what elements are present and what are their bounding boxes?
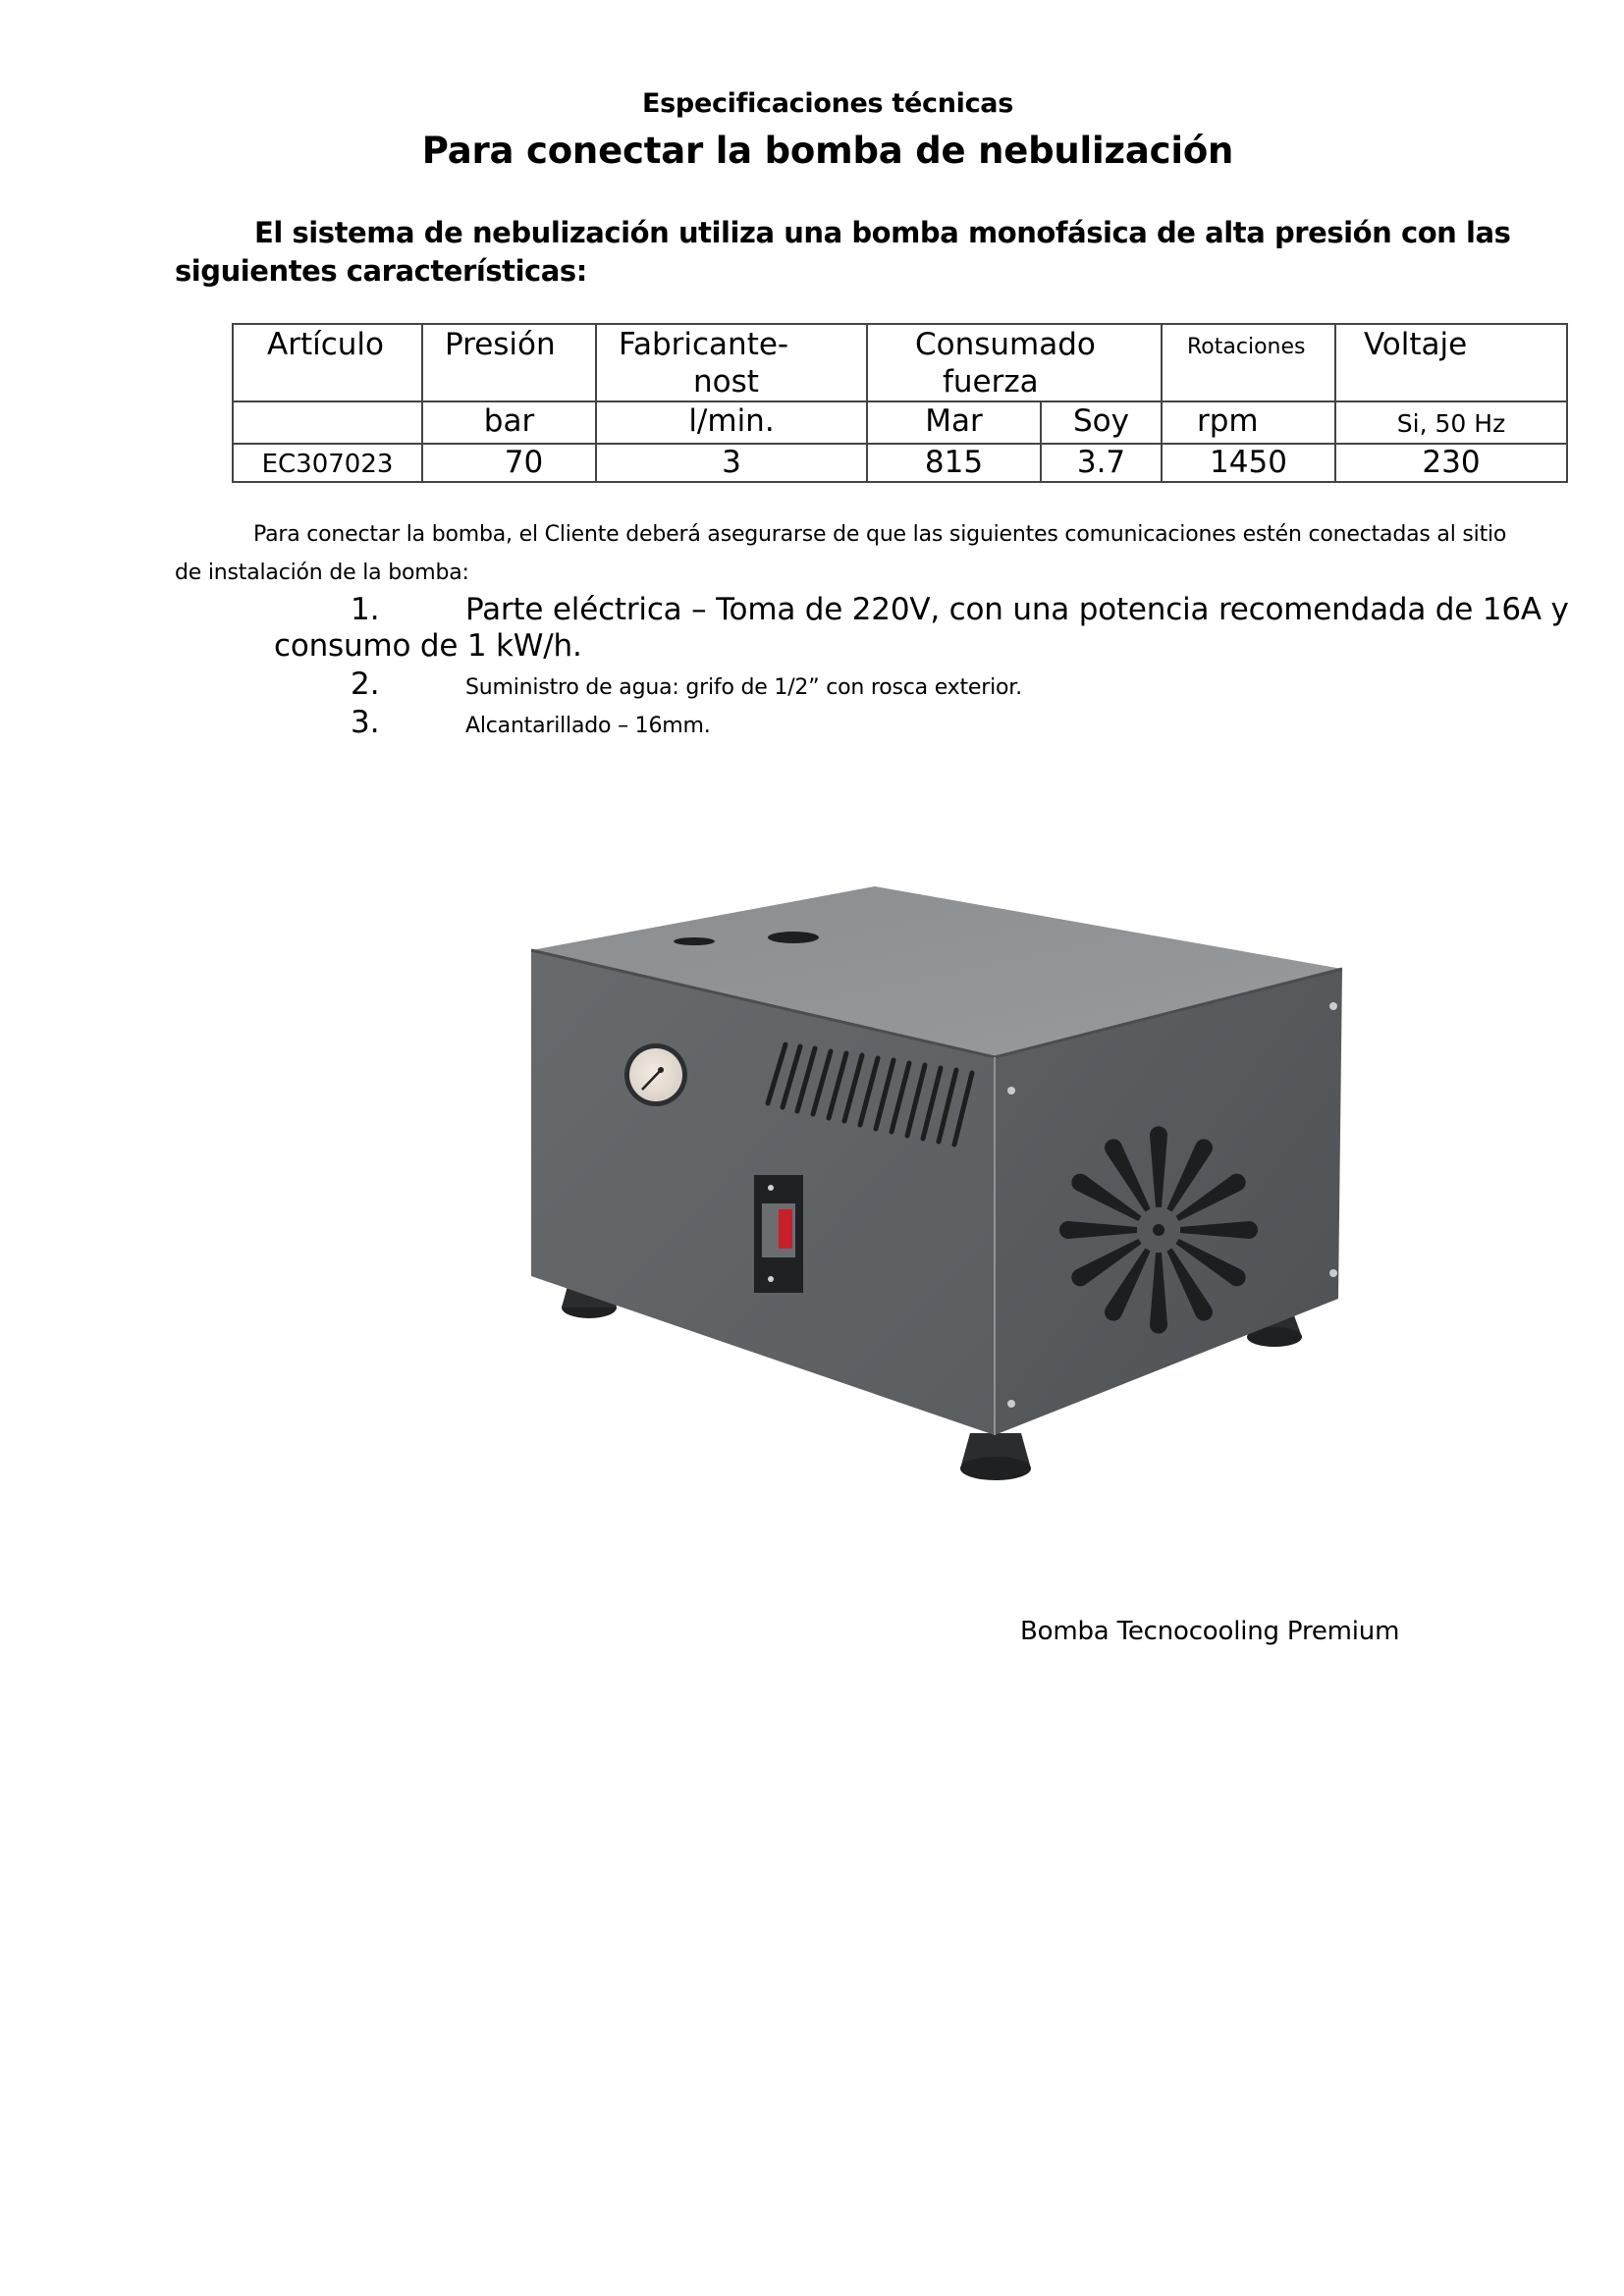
header-rotaciones: [1162, 324, 1335, 401]
cell-presion: [422, 444, 596, 482]
unit-consumado-a: Mar: [867, 401, 1041, 444]
list-item-number: 3.: [351, 705, 380, 740]
pump-photo: [491, 864, 1394, 1512]
header-fabricante-line1: Fabricante-: [619, 327, 789, 362]
unit-fabricante: l/min.: [596, 401, 867, 444]
power-switch-icon: [754, 1175, 803, 1293]
unit-presion: bar: [422, 401, 596, 444]
top-hole-small: [674, 937, 715, 945]
header-consumado-line2: fuerza: [943, 364, 1039, 400]
cell-articulo: [233, 444, 422, 482]
requirements-text-line1: Para conectar la bomba, el Cliente deberá asegurarse de que las siguientes comunicaciones estén conectadas al sitio: [253, 522, 1507, 547]
header-fabricante-line2: nost: [693, 364, 759, 400]
list-item-text: Alcantarillado – 16mm.: [465, 714, 711, 738]
requirements-text-line2: de instalación de la bomba:: [175, 561, 469, 585]
cell-consumado-b-value: 3.7: [1076, 445, 1126, 480]
cell-fabricante: [596, 444, 867, 482]
list-item-text: Parte eléctrica – Toma de 220V, con una potencia recomendada de 16A y: [465, 592, 1569, 627]
spec-table: [232, 323, 1568, 483]
document-title: Para conectar la bomba de nebulización: [421, 130, 1234, 172]
unit-rotaciones-label: rpm: [1197, 403, 1259, 439]
cell-consumado-a-value: 815: [924, 445, 984, 480]
cell-voltaje-value: 230: [1422, 445, 1481, 480]
table-units-row: [233, 401, 1567, 444]
header-fabricante: [596, 324, 867, 401]
intro-text-line1: El sistema de nebulización utiliza una bomba monofásica de alta presión con las: [254, 216, 1511, 249]
pressure-gauge-icon: [624, 1043, 687, 1106]
list-item-text: Suministro de agua: grifo de 1/2” con rosca exterior.: [465, 675, 1022, 700]
unit-consumado-b: Soy: [1041, 401, 1162, 444]
unit-articulo: [233, 401, 422, 444]
header-presion: [422, 324, 596, 401]
header-consumado-line1: Consumado: [915, 327, 1096, 362]
unit-voltaje: [1335, 401, 1567, 444]
cell-presion-value: 70: [504, 445, 544, 480]
header-rotaciones-label: Rotaciones: [1187, 335, 1306, 359]
list-item-number: 2.: [351, 667, 380, 702]
document-subtitle: Especificaciones técnicas: [642, 88, 1013, 119]
list-item-number: 1.: [351, 592, 380, 627]
cell-articulo-value: EC307023: [261, 450, 394, 479]
table-header-row: [233, 324, 1567, 401]
header-articulo-label: Artículo: [267, 327, 384, 362]
header-articulo: [233, 324, 422, 401]
cell-rotaciones: [1162, 444, 1335, 482]
fan-vent-center: [1153, 1224, 1164, 1236]
list-item-text-continued: consumo de 1 kW/h.: [274, 628, 582, 664]
header-voltaje: [1335, 324, 1567, 401]
unit-voltaje-label: Si, 50 Hz: [1396, 409, 1506, 438]
table-row: [233, 444, 1567, 482]
top-hole-large: [768, 932, 819, 943]
cell-fabricante-value: 3: [722, 445, 741, 480]
unit-rotaciones: [1162, 401, 1335, 444]
cell-consumado-a: [867, 444, 1041, 482]
cell-voltaje: [1335, 444, 1567, 482]
header-voltaje-label: Voltaje: [1364, 327, 1468, 362]
header-consumado: [867, 324, 1162, 401]
cell-consumado-b: [1041, 444, 1162, 482]
cell-rotaciones-value: 1450: [1210, 445, 1287, 480]
product-caption: Bomba Tecnocooling Premium: [1020, 1617, 1400, 1646]
intro-text-line2: siguientes características:: [175, 254, 587, 288]
header-presion-label: Presión: [445, 327, 556, 362]
